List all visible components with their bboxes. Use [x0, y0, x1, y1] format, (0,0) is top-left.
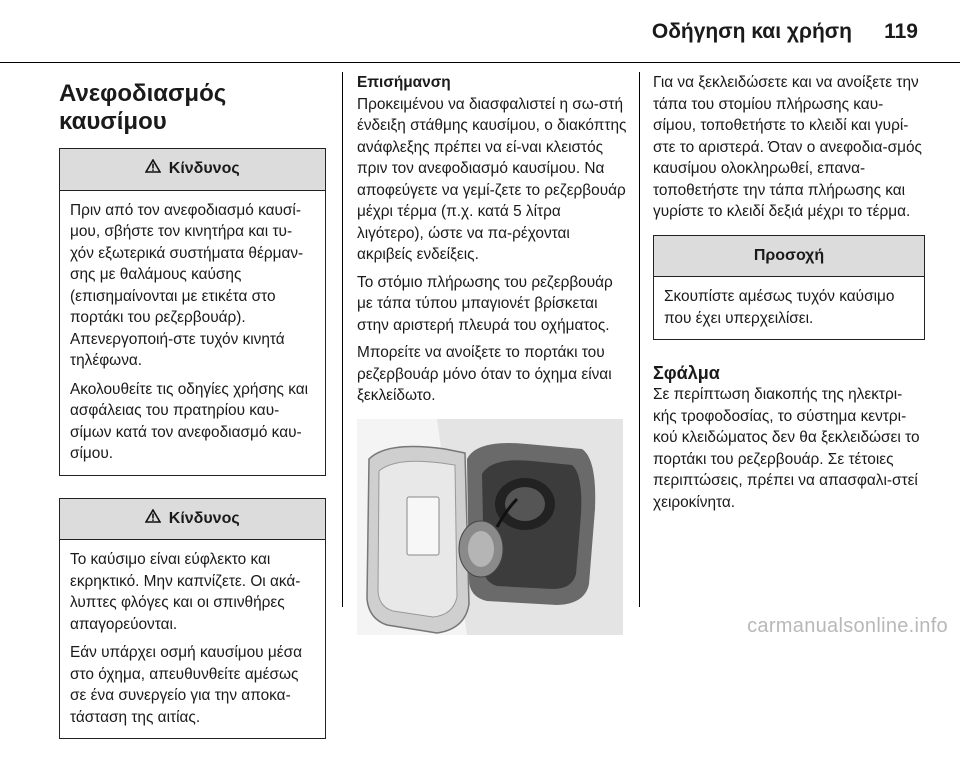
page-number: 119 [884, 20, 918, 43]
caution-box-body [654, 277, 924, 339]
danger-box-title: Κίνδυνος [168, 160, 240, 177]
column-3 [653, 72, 925, 519]
caution-text: Σκουπίστε αμέσως τυχόν καύσιμο που έχει υπερχειλίσει. [664, 288, 895, 327]
body-paragraph: Για να ξεκλειδώσετε και να ανοίξετε την τάπα του στομίου πλήρωσης καυ-σίμου, τοποθετήστε το κλειδί και γυρί-στε το αριστερά. Όταν ο ανεφοδια-σμός καυσίμου ολοκληρωθεί, επανα-τοποθετήστε την τάπα πλήρωσης και γυρίστε το κλειδί δεξιά μέχρι το τέρμα. [653, 74, 922, 220]
danger-box-1 [59, 148, 326, 476]
danger-box-body [60, 191, 325, 475]
note-title: Επισήμανση [357, 74, 451, 91]
section-title: Ανεφοδιασμός καυσίμου [59, 80, 227, 135]
header-rule [0, 62, 960, 63]
caution-box-header: Προσοχή [654, 236, 924, 278]
fault-text: Σε περίπτωση διακοπής της ηλεκτρι-κής τροφοδοσίας, το σύστημα κεντρι-κού κλειδώματος δεν θα ξεκλειδώσει το πορτάκι του ρεζερβουάρ. Σε τέτοιες περιπτώσεις, πρέπει να απασφαλι-στεί χειροκίνητα. [653, 386, 920, 511]
danger-text: Πριν από τον ανεφοδιασμό καυσί-μου, σβήστε τον κινητήρα και τυ-χόν εξωτερικά συστήματα θέρμαν-σης με θαλάμους καύσης (επισημαίνονται με ετικέτα στο πορτάκι του ρεζερβουάρ). Απενεργοποιή-στε τυχόν κινητά τηλέφωνα. [70, 201, 304, 369]
fault-title: Σφάλμα [653, 363, 720, 383]
caution-box [653, 235, 925, 341]
column-divider-1 [342, 72, 343, 607]
danger-box-header [60, 499, 325, 541]
fuel-filler-illustration [357, 419, 623, 635]
danger-text: Ακολουθείτε τις οδηγίες χρήσης και ασφάλειας του πρατηρίου καυ-σίμων κατά τον ανεφοδιασμό καυ-σίμου. [70, 380, 309, 462]
note-text: Προκειμένου να διασφαλιστεί η σω-στή ένδειξη στάθμης καυσίμου, ο διακόπτης ανάφλεξης πρέπει να εί-ναι κλειστός πριν τον ανεφοδιασμό καυσίμου. Να αποφεύγετε να γεμί-ζετε το ρεζερβουάρ μέχρι τέρμα (π.χ. κατά 5 λίτρα λιγότερο), ώστε να πα-ρέχονται ακριβείς ενδείξεις. [357, 95, 627, 263]
danger-box-title: Κίνδυνος [168, 509, 240, 527]
warning-icon [145, 510, 165, 527]
danger-text: Εάν υπάρχει οσμή καυσίμου μέσα στο όχημα, απευθυνθείτε αμέσως σε ένα συνεργείο για την αποκα-τάσταση της αιτίας. [70, 644, 302, 726]
danger-text: Το καύσιμο είναι εύφλεκτο και εκρηκτικό. Μην καπνίζετε. Οι ακά-λυπτες φλόγες και οι σπινθήρες απαγορεύονται. [70, 551, 301, 633]
danger-box-2 [59, 498, 326, 740]
column-1 [59, 72, 326, 761]
chapter-title: Οδήγηση και χρήση [651, 20, 852, 43]
body-paragraph: Το στόμιο πλήρωσης του ρεζερβουάρ με τάπα τύπου μπαγιονέτ βρίσκεται στην αριστερή πλευρά του οχήματος. [357, 273, 613, 334]
page-header [0, 0, 960, 62]
watermark: carmanualsonline.info [747, 615, 948, 637]
warning-icon [145, 160, 165, 177]
body-paragraph: Μπορείτε να ανοίξετε το πορτάκι του ρεζερβουάρ μόνο όταν το όχημα είναι ξεκλείδωτο. [357, 344, 612, 404]
danger-box-header [60, 149, 325, 191]
column-divider-2 [639, 72, 640, 607]
column-2 [357, 72, 627, 635]
danger-box-body [60, 540, 325, 738]
fuel-filler-photo [357, 419, 623, 635]
